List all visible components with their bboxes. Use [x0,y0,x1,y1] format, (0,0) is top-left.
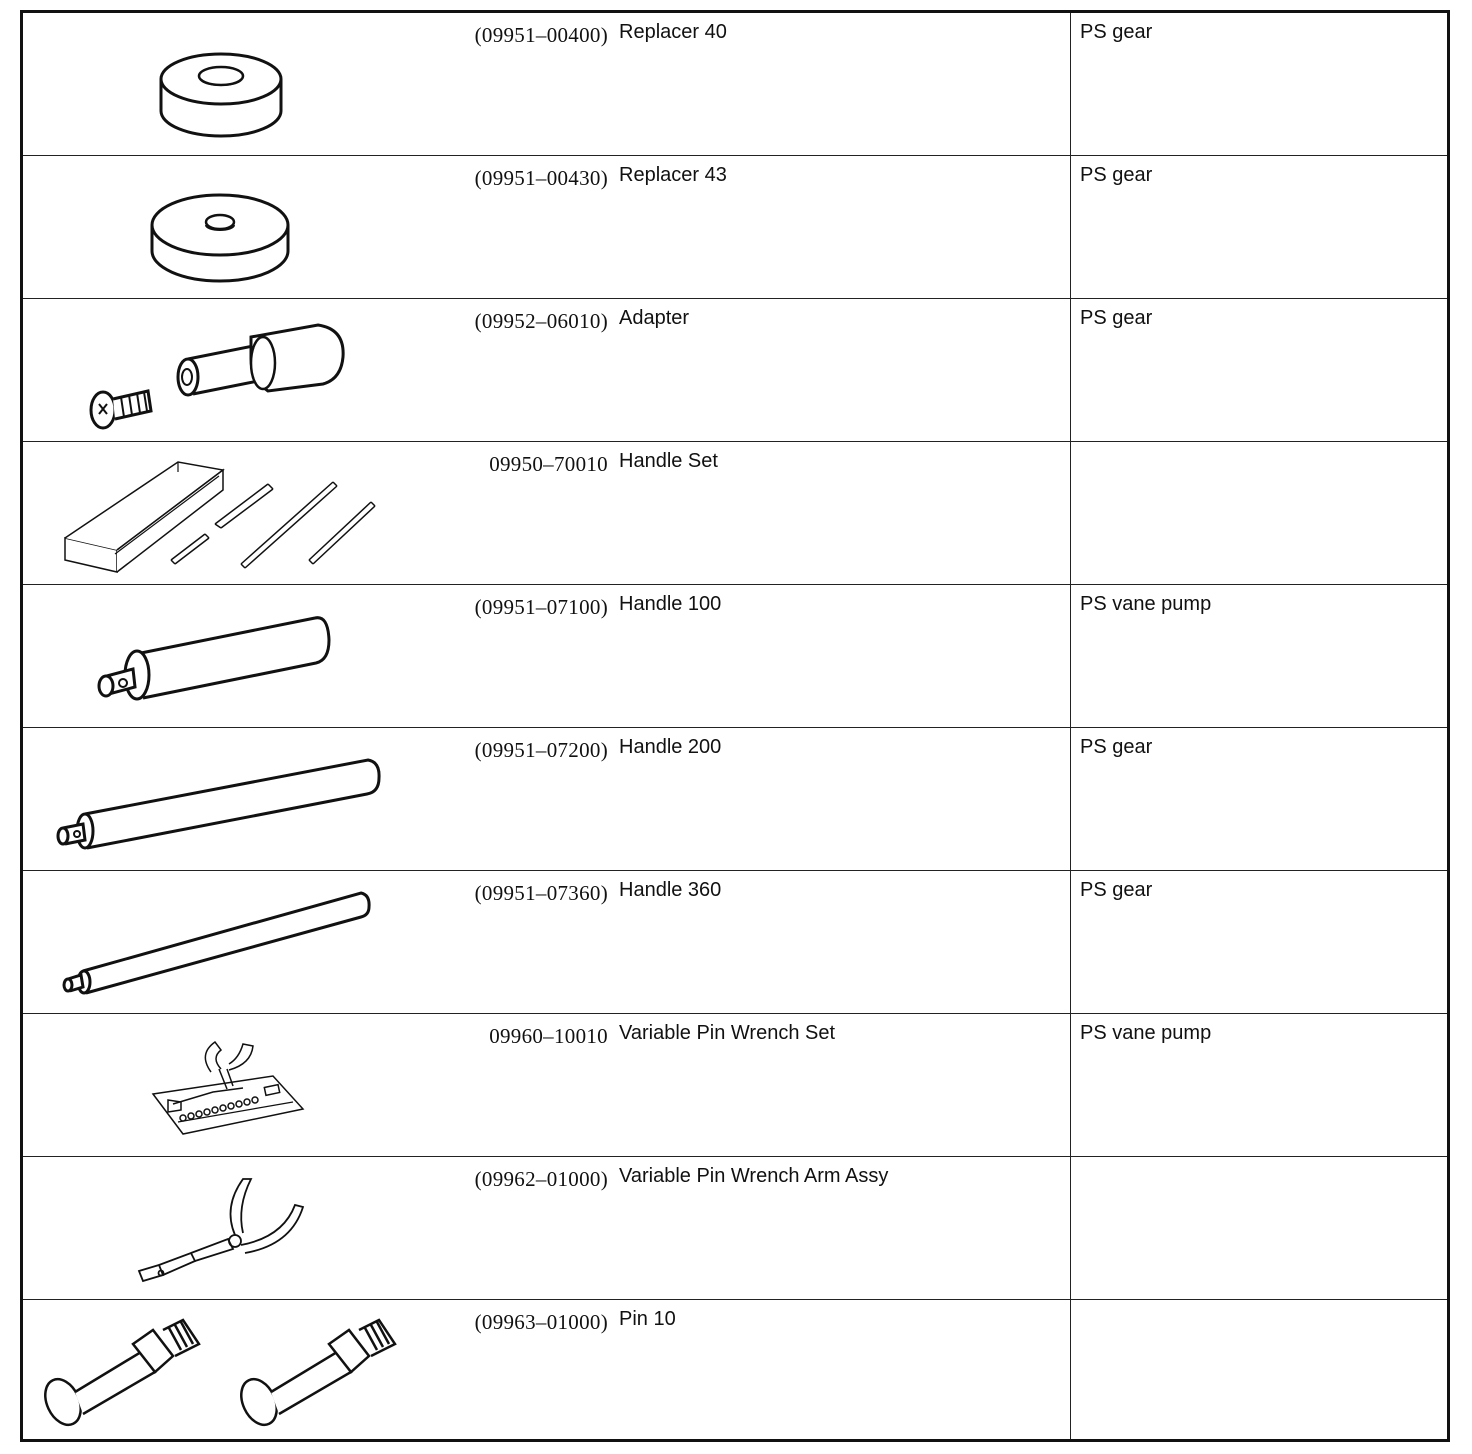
tool-name: Variable Pin Wrench Set [619,1022,836,1044]
application-note: PS gear [1080,307,1153,329]
adapter-icon [23,299,433,442]
handle-100-icon [23,585,433,728]
part-number: (09952–06010) [474,309,608,333]
part-number: (09951–00430) [474,166,608,190]
tool-name: Adapter [619,307,690,329]
handle-360-icon [23,871,433,1014]
tool-name: Handle 200 [619,736,722,758]
table-row [23,1300,1447,1443]
table-row [23,585,1447,728]
replacer-40-icon [23,13,433,156]
part-number: (09962–01000) [474,1167,608,1191]
part-number: (09951–00400) [474,23,608,47]
tool-name: Handle 360 [619,879,722,901]
handle-200-icon [23,728,433,871]
table-row [23,442,1447,585]
part-number: (09963–01000) [474,1310,608,1334]
part-number: (09951–07100) [474,595,608,619]
table-row [23,13,1447,156]
tool-name: Variable Pin Wrench Arm Assy [619,1165,889,1187]
application-note: PS vane pump [1080,1022,1212,1044]
application-note: PS gear [1080,164,1153,186]
tool-name: Handle Set [619,450,718,472]
replacer-43-icon [23,156,433,299]
table-row [23,728,1447,871]
part-number: 09950–70010 [489,452,608,476]
application-note: PS gear [1080,21,1153,43]
application-note: PS gear [1080,879,1153,901]
application-note: PS gear [1080,736,1153,758]
tool-name: Replacer 40 [619,21,727,43]
part-number: 09960–10010 [489,1024,608,1048]
tool-name: Pin 10 [619,1308,676,1330]
part-number: (09951–07360) [474,881,608,905]
pin-10-icon [23,1300,433,1443]
table-row [23,1014,1447,1157]
pin-wrench-arm-icon [23,1157,433,1300]
tool-name: Handle 100 [619,593,722,615]
table-row [23,871,1447,1014]
special-service-tools-table [20,10,1450,1442]
pin-wrench-set-icon [23,1014,433,1157]
handle-set-icon [23,442,433,585]
table-row [23,156,1447,299]
table-row [23,299,1447,442]
table-row [23,1157,1447,1300]
tool-name: Replacer 43 [619,164,727,186]
application-note: PS vane pump [1080,593,1212,615]
part-number: (09951–07200) [474,738,608,762]
